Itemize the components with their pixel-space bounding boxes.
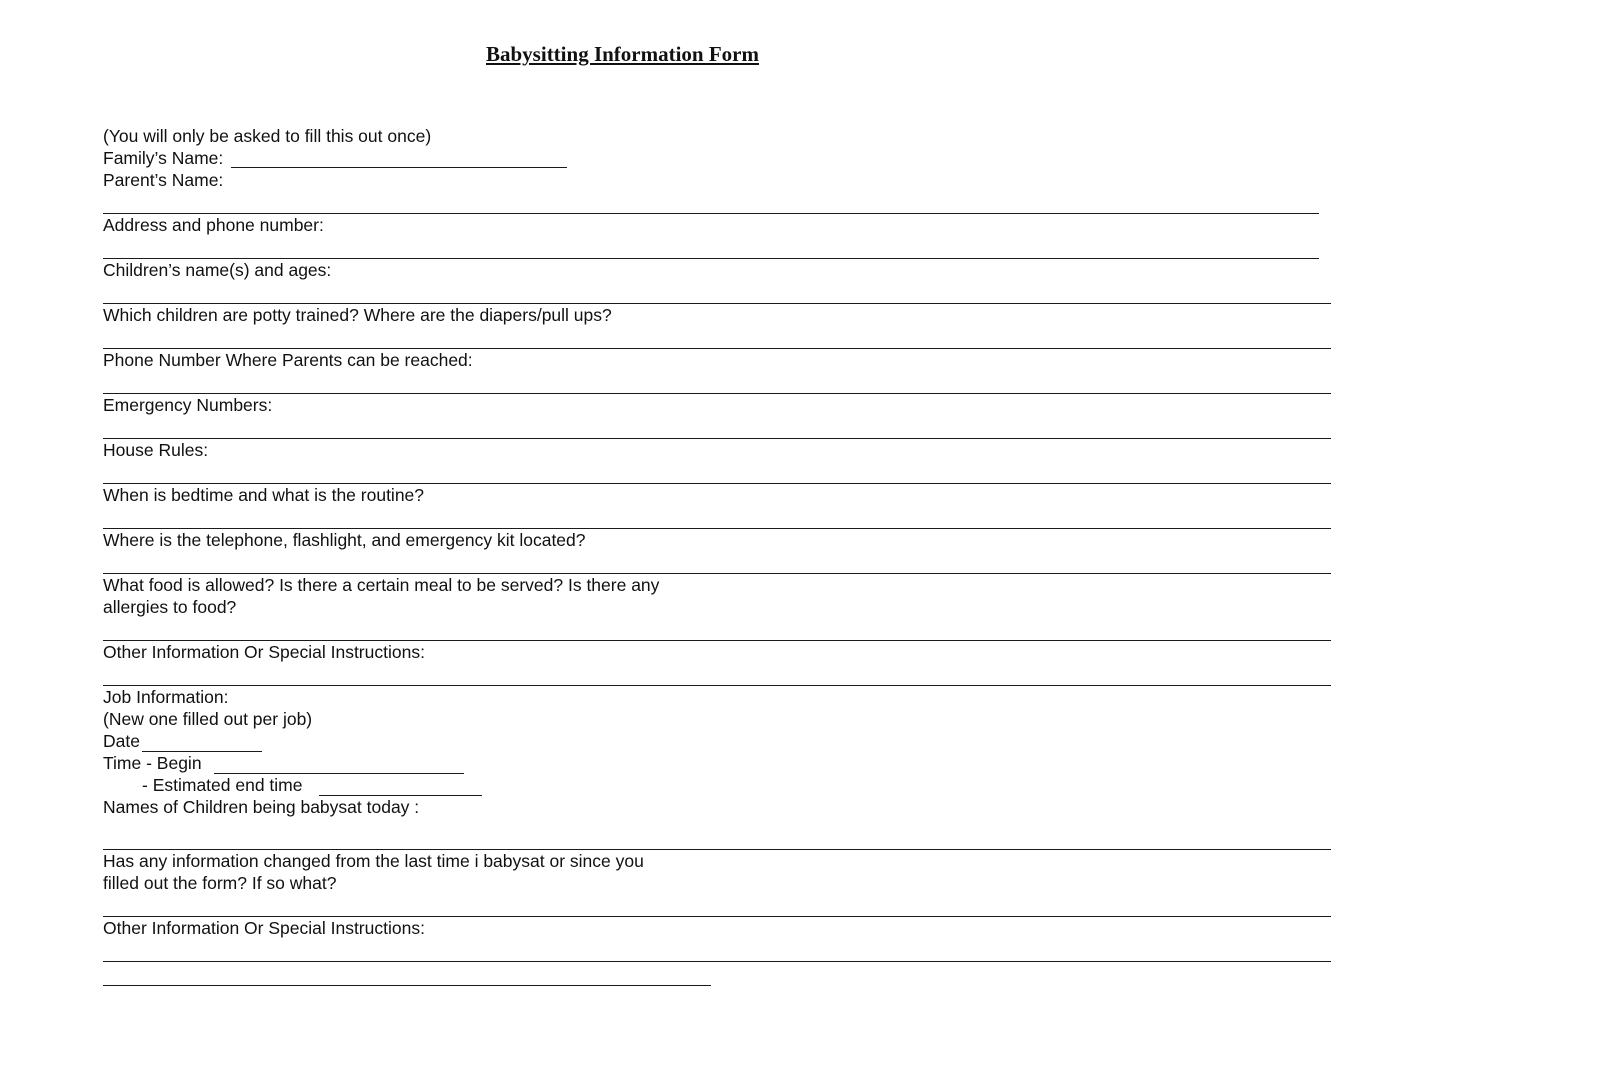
intro-note: (You will only be asked to fill this out once) <box>103 126 432 146</box>
bedtime-label: When is bedtime and what is the routine? <box>103 485 425 505</box>
job-note: (New one filled out per job) <box>103 709 313 729</box>
changes-label-line1: Has any information changed from the last time i babysat or since you <box>103 851 644 871</box>
job-other-info-field-extra[interactable] <box>103 985 711 986</box>
other-info-field[interactable] <box>103 685 1331 686</box>
form-title: Babysitting Information Form <box>486 42 759 66</box>
potty-label: Which children are potty trained? Where are the diapers/pull ups? <box>103 305 612 325</box>
end-time-label: - Estimated end time <box>142 775 303 795</box>
family-name-field[interactable] <box>231 167 567 168</box>
parent-phone-label: Phone Number Where Parents can be reached: <box>103 350 473 370</box>
parent-phone-field[interactable] <box>103 393 1331 394</box>
family-name-label: Family’s Name: <box>103 148 224 168</box>
house-rules-label: House Rules: <box>103 440 209 460</box>
time-begin-label: Time - Begin <box>103 753 202 773</box>
emergency-field[interactable] <box>103 438 1331 439</box>
changes-label-line2: filled out the form? If so what? <box>103 873 337 893</box>
job-heading: Job Information: <box>103 687 229 707</box>
job-other-info-field[interactable] <box>103 961 1331 962</box>
food-label-line1: What food is allowed? Is there a certain meal to be served? Is there any <box>103 575 660 595</box>
emergency-label: Emergency Numbers: <box>103 395 273 415</box>
other-info-label: Other Information Or Special Instructions: <box>103 642 425 662</box>
address-label: Address and phone number: <box>103 215 324 235</box>
job-other-info-label: Other Information Or Special Instructions: <box>103 918 425 938</box>
food-label-line2: allergies to food? <box>103 597 237 617</box>
children-today-label: Names of Children being babysat today : <box>103 797 420 817</box>
children-label: Children’s name(s) and ages: <box>103 260 332 280</box>
location-label: Where is the telephone, flashlight, and emergency kit located? <box>103 530 586 550</box>
parent-name-label: Parent’s Name: <box>103 170 224 190</box>
date-label: Date <box>103 731 140 751</box>
